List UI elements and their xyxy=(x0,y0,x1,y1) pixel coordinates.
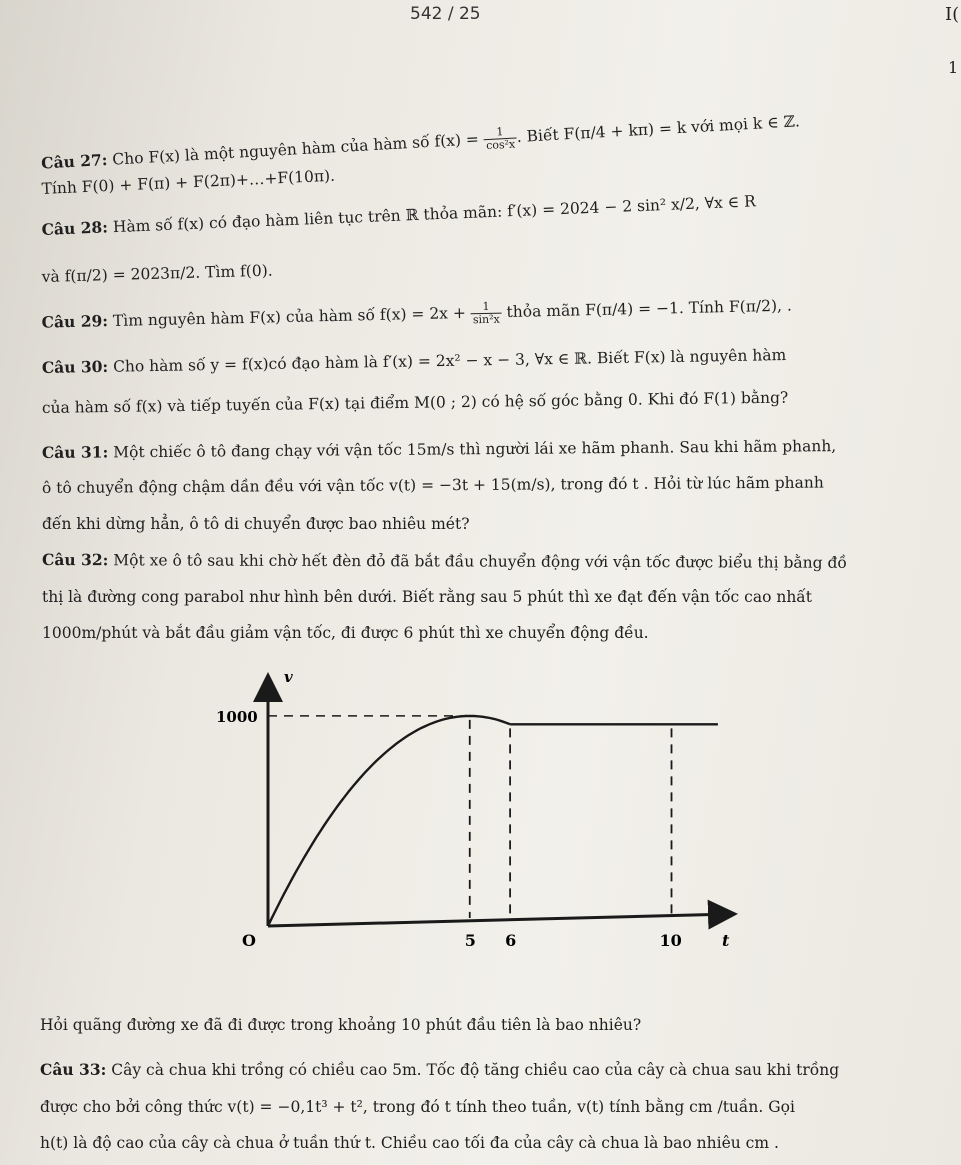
q31-line-3: đến khi dừng hẳn, ô tô di chuyển được bao nhiêu mét? xyxy=(42,515,470,533)
q27-text-pre: Cho F(x) là một nguyên hàm của hàm số f(x) = xyxy=(106,129,485,169)
q31-label: Câu 31: xyxy=(41,442,109,462)
q32-line-3: 1000m/phút và bắt đầu giảm vận tốc, đi được 6 phút thì xe chuyển động đều. xyxy=(42,624,649,642)
q31-line-1 xyxy=(42,438,836,461)
y-tick-1000: 1000 xyxy=(216,707,258,726)
q29-text-pre: Tìm nguyên hàm F(x) của hàm số f(x) = 2x + xyxy=(107,303,471,331)
q29-line-1 xyxy=(41,294,792,336)
x-axis-label: t xyxy=(722,931,730,950)
q32-text: Một xe ô tô sau khi chờ hết đèn đỏ đã bắt đầu chuyển động với vận tốc được biểu thị bằng đồ xyxy=(108,551,847,572)
q33-line-1 xyxy=(40,1062,839,1079)
edge-text-2: 1 xyxy=(948,58,959,77)
q28-line-1 xyxy=(41,193,756,238)
q33-text: Cây cà chua khi trồng có chiều cao 5m. Tốc độ tăng chiều cao của cây cà chua sau khi trồng xyxy=(106,1061,840,1079)
q27-line-2: Tính F(0) + F(π) + F(2π)+…+F(10π). xyxy=(41,166,336,198)
q31-text: Một chiếc ô tô đang chạy với vận tốc 15m/s thì người lái xe hãm phanh. Sau khi hãm phanh, xyxy=(108,437,837,462)
q30-label: Câu 30: xyxy=(41,356,109,377)
q27-text-mid: . Biết F(π/4 + kπ) = k với mọi k ∈ ℤ. xyxy=(516,112,801,147)
q29-text-post: thỏa mãn F(π/4) = −1. Tính F(π/2), . xyxy=(501,296,793,322)
q31-line-2: ô tô chuyển động chậm dần đều với vận tốc v(t) = −3t + 15(m/s), trong đó t . Hỏi từ lúc hãm phanh xyxy=(41,473,824,497)
q33-label: Câu 33: xyxy=(40,1060,107,1079)
q32-label: Câu 32: xyxy=(41,550,109,570)
x-axis xyxy=(268,914,732,926)
q30-line-2: của hàm số f(x) và tiếp tuyến của F(x) tại điểm M(0 ; 2) có hệ số góc bằng 0. Khi đó F(1) bằng? xyxy=(41,388,789,417)
q27-fraction: $\frac{1}{\text{cos²x}}$ xyxy=(483,125,517,152)
y-axis-label: v xyxy=(284,668,293,686)
q28-text: Hàm số f(x) có đạo hàm liên tục trên ℝ thỏa mãn: f′(x) = 2024 − 2 sin² x/2, ∀x ∈ R xyxy=(107,192,757,237)
q32-line-2: thị là đường cong parabol như hình bên dưới. Biết rằng sau 5 phút thì xe đạt đến vận tốc cao nhất xyxy=(42,588,813,606)
q32-question: Hỏi quãng đường xe đã đi được trong khoảng 10 phút đầu tiên là bao nhiêu? xyxy=(40,1016,642,1034)
q33-line-2: được cho bởi công thức v(t) = −0,1t³ + t², trong đó t tính theo tuần, v(t) tính bằng cm /tuần. Gọi xyxy=(40,1098,795,1116)
q30-line-1 xyxy=(42,347,787,376)
velocity-graph xyxy=(180,660,760,960)
q33-line-3: h(t) là độ cao của cây cà chua ở tuần thứ t. Chiều cao tối đa của cây cà chua là bao nhiêu cm . xyxy=(40,1134,779,1152)
x-tick-6: 6 xyxy=(505,931,517,950)
q29-fraction: $\frac{1}{\text{sin²x}}$ xyxy=(471,301,502,327)
q32-line-1 xyxy=(42,552,847,571)
page-number: 542 / 25 xyxy=(410,4,481,24)
x-tick-10: 10 xyxy=(659,931,682,950)
origin-label: O xyxy=(242,931,256,950)
q27-label: Câu 27: xyxy=(40,149,108,173)
edge-text-1: I( xyxy=(945,4,960,25)
q28-label: Câu 28: xyxy=(41,217,109,239)
parabola-curve xyxy=(268,716,510,926)
x-tick-5: 5 xyxy=(464,931,476,950)
q27-line-1 xyxy=(41,110,801,178)
q30-text: Cho hàm số y = f(x)có đạo hàm là f′(x) = 2x² − x − 3, ∀x ∈ ℝ. Biết F(x) là nguyên hàm xyxy=(108,346,787,376)
q28-line-2: và f(π/2) = 2023π/2. Tìm f(0). xyxy=(41,261,273,286)
q29-label: Câu 29: xyxy=(41,311,109,332)
